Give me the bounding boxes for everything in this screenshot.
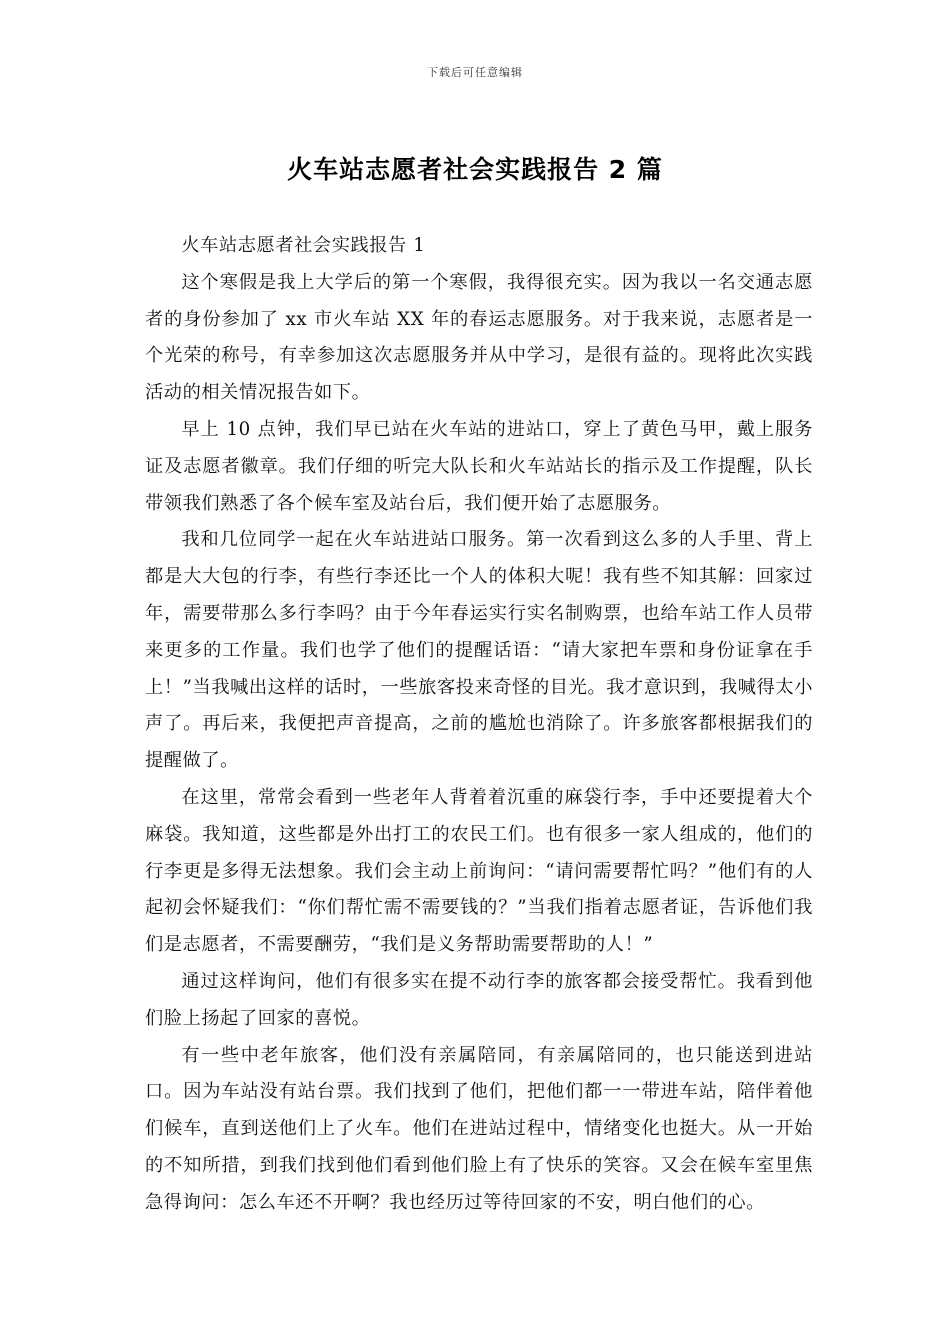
paragraph: 通过这样询问，他们有很多实在提不动行李的旅客都会接受帮忙。我看到他们脸上扬起了回家的喜悦。 bbox=[145, 970, 813, 1029]
header-note: 下载后可任意编辑 bbox=[427, 66, 523, 79]
paragraph: 在这里，常常会看到一些老年人背着着沉重的麻袋行李，手中还要提着大个麻袋。我知道，这些都是外出打工的农民工们。也有很多一家人组成的，他们的行李更是多得无法想象。我们会主动上前询问：“请问需要帮忙吗？”他们有的人起初会怀疑我们：“你们帮忙需不需要钱的？”当我们指着志愿者证，告诉他们我们是志愿者，不需要酬劳，“我们是义务帮助需要帮助的人！” bbox=[145, 786, 813, 956]
paragraph: 这个寒假是我上大学后的第一个寒假，我得很充实。因为我以一名交通志愿者的身份参加了 xx 市火车站 XX 年的春运志愿服务。对于我来说，志愿者是一个光荣的称号，有幸参加这次志愿服务并从中学习，是很有益的。现将此次实践活动的相关情况报告如下。 bbox=[145, 271, 813, 404]
document-body bbox=[145, 228, 813, 1222]
section-heading: 火车站志愿者社会实践报告 1 bbox=[181, 235, 426, 256]
paragraph: 有一些中老年旅客，他们没有亲属陪同，有亲属陪同的，也只能送到进站口。因为车站没有站台票。我们找到了他们，把他们都一一带进车站，陪伴着他们候车，直到送他们上了火车。他们在进站过程中，情绪变化也挺大。从一开始的不知所措，到我们找到他们看到他们脸上有了快乐的笑容。又会在候车室里焦急得询问：怎么车还不开啊？我也经历过等待回家的不安，明白他们的心。 bbox=[145, 1044, 813, 1213]
document-title: 火车站志愿者社会实践报告 2 篇 bbox=[287, 155, 663, 184]
paragraph: 早上 10 点钟，我们早已站在火车站的进站口，穿上了黄色马甲，戴上服务证及志愿者徽章。我们仔细的听完大队长和火车站站长的指示及工作提醒，队长带领我们熟悉了各个候车室及站台后，我们便开始了志愿服务。 bbox=[145, 418, 813, 514]
paragraph: 我和几位同学一起在火车站进站口服务。第一次看到这么多的人手里、背上都是大大包的行李，有些行李还比一个人的体积大呢！我有些不知其解：回家过年，需要带那么多行李吗？由于今年春运实行实名制购票，也给车站工作人员带来更多的工作量。我们也学了他们的提醒话语：“请大家把车票和身份证拿在手上！”当我喊出这样的话时，一些旅客投来奇怪的目光。我才意识到，我喊得太小声了。再后来，我便把声音提高，之前的尴尬也消除了。许多旅客都根据我们的提醒做了。 bbox=[145, 529, 813, 772]
